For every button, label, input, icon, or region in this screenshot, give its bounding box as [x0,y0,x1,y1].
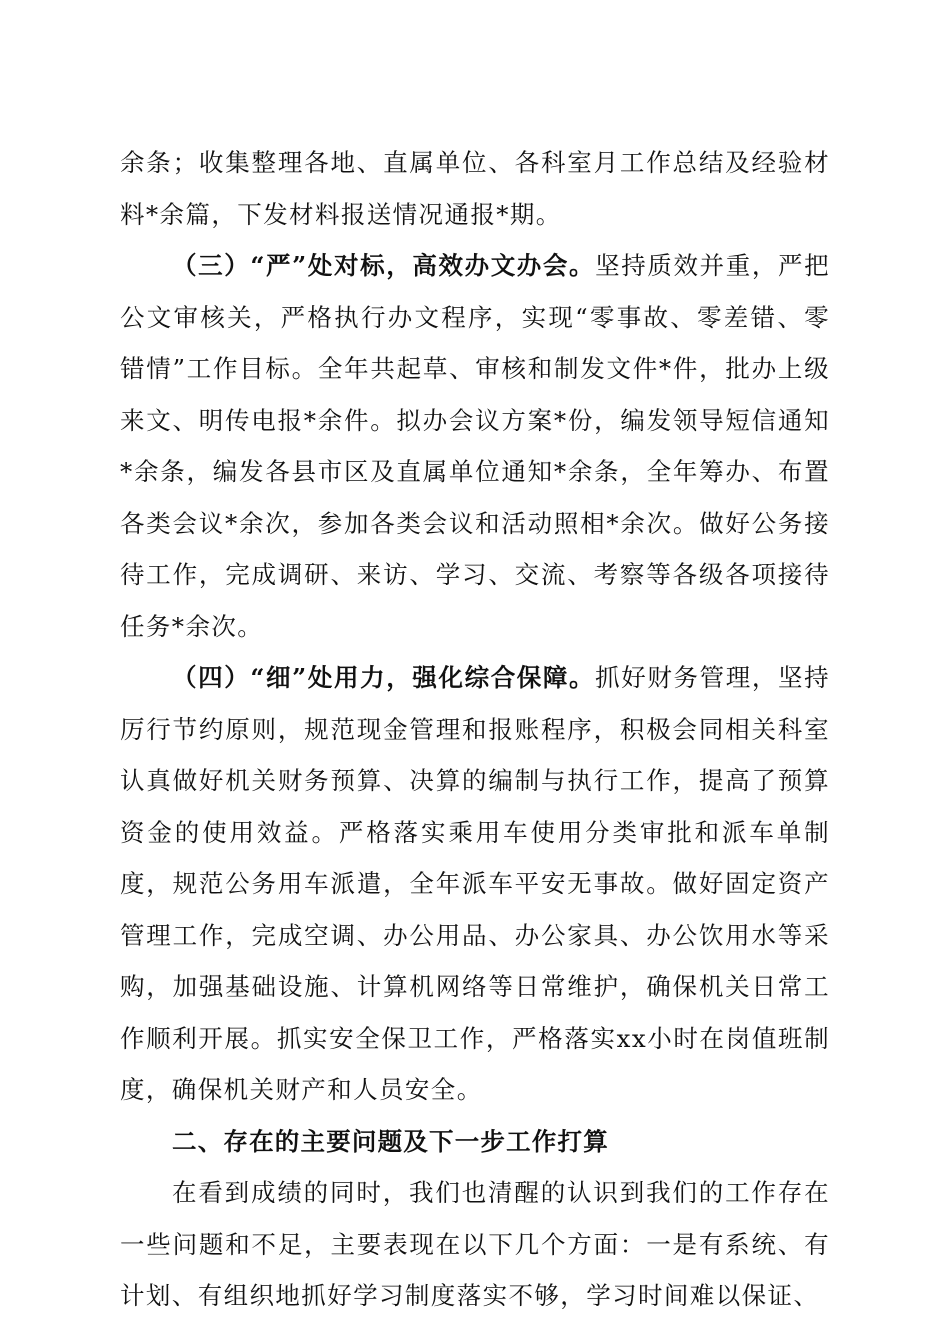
paragraph-text: 坚持质效并重，严把公文审核关，严格执行办文程序，实现“零事故、零差错、零错情”工作目标。全年共起草、审核和制发文件*件，批办上级来文、明传电报*余件。拟办会议方案*份，编发领导短信通知*余条，编发各县市区及直属单位通知*余条，全年筹办、布置各类会议*余次，参加各类会议和活动照相*余次。做好公务接待工作，完成调研、来访、学习、交流、考察等各级各项接待任务*余次。 [120,251,831,641]
paragraph-text: 余条；收集整理各地、直属单位、各科室月工作总结及经验材料*余篇，下发材料报送情况通报*期。 [120,148,830,229]
section-three-title: （三）“严”处对标，高效办文办会。 [172,251,596,280]
section-four-title: （四）“细”处用力，强化综合保障。 [172,663,596,692]
paragraph-section-four [120,652,830,1116]
paragraph-text: 在看到成绩的同时，我们也清醒的认识到我们的工作存在一些问题和不足，主要表现在以下几个方面：一是有系统、有计划、有组织地抓好学习制度落实不够，学习时间难以保证、 [120,1178,830,1310]
document-page [120,137,830,1322]
paragraph-section-three [120,240,830,652]
paragraph-text: 抓好财务管理，坚持厉行节约原则，规范现金管理和报账程序，积极会同相关科室认真做好机关财务预算、决算的编制与执行工作，提高了预算资金的使用效益。严格落实乘用车使用分类审批和派车单制度，规范公务用车派遣，全年派车平安无事故。做好固定资产管理工作，完成空调、办公用品、办公家具、办公饮用水等采购，加强基础设施、计算机网络等日常维护，确保机关日常工作顺利开展。抓实安全保卫工作，严格落实xx小时在岗值班制度，确保机关财产和人员安全。 [120,663,831,1104]
section-heading-two: 二、存在的主要问题及下一步工作打算 [172,1126,609,1156]
paragraph-continued [120,137,830,240]
paragraph-problems [120,1167,830,1322]
